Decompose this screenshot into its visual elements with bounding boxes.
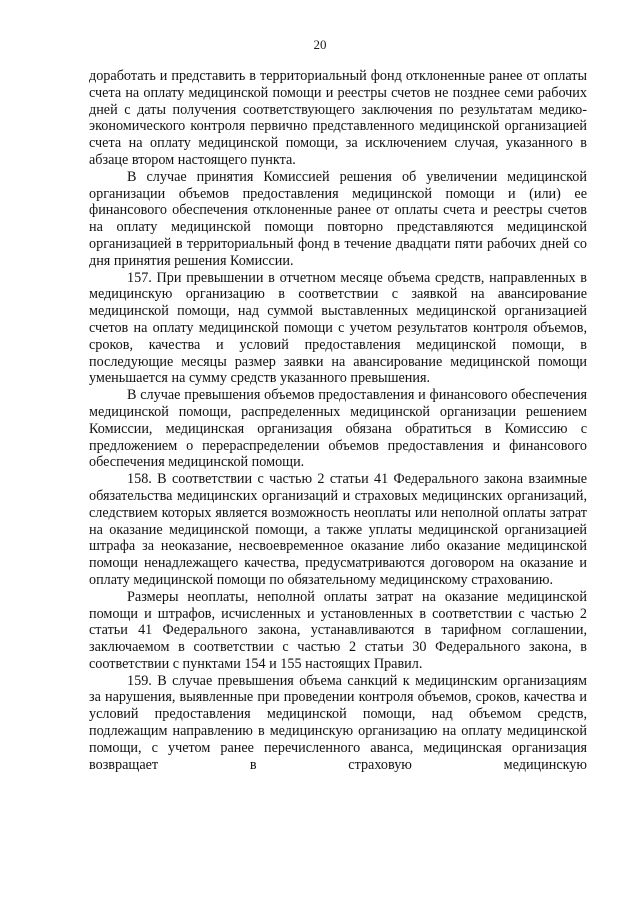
page-number: 20: [313, 37, 327, 52]
document-body: [89, 68, 587, 773]
paragraph-continuation: доработать и представить в территориальный фонд отклоненные ранее от оплаты счета на оплату медицинской помощи и реестры счетов не позднее семи рабочих дней с даты получения соответствующего заключения по результатам медико-экономического контроля первично представленного медицинской организацией счета на оплату медицинской помощи, за исключением случая, указанного в абзаце втором настоящего пункта.: [89, 68, 587, 168]
paragraph-commission-decision: В случае принятия Комиссией решения об увеличении медицинской организации объемов предоставления медицинской помощи и (или) ее финансового обеспечения отклоненные ранее от оплаты счета и реестры счетов на оплату медицинской помощи повторно представляются медицинской организацией в территориальный фонд в течение двадцати пяти рабочих дней со дня принятия решения Комиссии.: [89, 168, 587, 269]
paragraph-nonpayment-sizes: Размеры неоплаты, неполной оплаты затрат на оказание медицинской помощи и штрафов, исчисленных и установленных в соответствии с частью 2 статьи 41 Федерального закона, устанавливаются в тарифном соглашении, заключаемом в соответствии с частью 2 статьи 30 Федерального закона, в соответствии с пунктами 154 и 155 настоящих Правил.: [89, 588, 587, 672]
paragraph-excess-volumes: В случае превышения объемов предоставления и финансового обеспечения медицинской помощи, распределенных медицинской организации решением Комиссии, медицинская организация обязана обратиться в Комиссию с предложением о перераспределении объемов предоставления и финансового обеспечения медицинской помощи.: [89, 387, 587, 471]
paragraph-item-157: 157. При превышении в отчетном месяце объема средств, направленных в медицинскую организацию в соответствии с заявкой на авансирование медицинской помощи, над суммой выставленных медицинской организацией счетов на оплату медицинской помощи с учетом результатов контроля объемов, сроков, качества и условий предоставления медицинской помощи, в последующие месяцы размер заявки на авансирование медицинской помощи уменьшается на сумму средств указанного превышения.: [89, 269, 587, 387]
paragraph-item-159: 159. В случае превышения объема санкций к медицинским организациям за нарушения, выявленные при проведении контроля объемов, сроков, качества и условий предоставления медицинской помощи, над объемом средств, подлежащим направлению в медицинскую организацию на оплату медицинской помощи, с учетом ранее перечисленного аванса, медицинская организация возвращает в страховую медицинскую: [89, 672, 587, 773]
paragraph-item-158: 158. В соответствии с частью 2 статьи 41 Федерального закона взаимные обязательства медицинских организаций и страховых медицинских организаций, следствием которых является возможность неоплаты или неполной оплаты затрат на оказание медицинской помощи, а также уплаты медицинской организацией штрафа за неоказание, несвоевременное оказание либо оказание медицинской помощи ненадлежащего качества, предусматриваются договором на оказание и оплату медицинской помощи по обязательному медицинскому страхованию.: [89, 471, 587, 588]
